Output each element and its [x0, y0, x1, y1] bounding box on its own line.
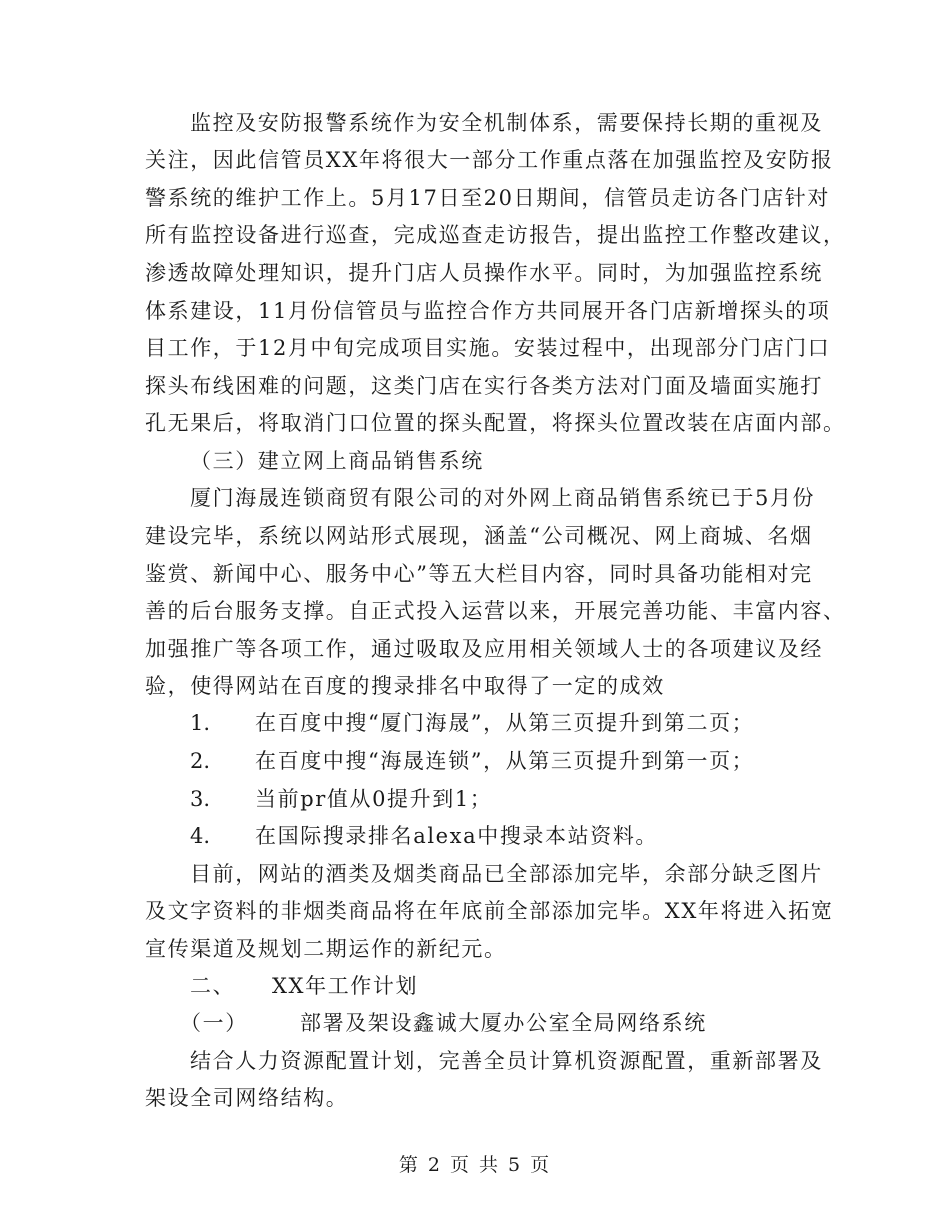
section-number: 二、 — [190, 974, 236, 998]
paragraph-line: 目工作，于12月中旬完成项目实施。安装过程中，出现部分门店门口 — [145, 336, 831, 360]
section-heading: （三）建立网上商品销售系统 — [190, 449, 484, 473]
list-item-text: 在百度中搜“海晟连锁”，从第三页提升到第一页； — [255, 749, 755, 773]
footer-prefix: 第 — [398, 1154, 420, 1176]
paragraph-line: 所有监控设备进行巡查，完成巡查走访报告，提出监控工作整改建议， — [145, 223, 846, 247]
paragraph-line: 建设完毕，系统以网站形式展现，涵盖“公司概况、网上商城、名烟 — [145, 524, 813, 548]
paragraph-line: 监控及安防报警系统作为安全机制体系，需要保持长期的重视及 — [190, 111, 823, 135]
footer-page-label: 页 — [449, 1154, 471, 1176]
paragraph-line: 及文字资料的非烟类商品将在年底前全部添加完毕。XX年将进入拓宽 — [145, 899, 834, 923]
page-footer — [0, 1150, 950, 1177]
list-item-text: 当前pr值从0提升到1； — [255, 787, 493, 811]
list-item-text: 在百度中搜“厦门海晟”，从第三页提升到第二页； — [255, 711, 755, 735]
paragraph-line: 渗透故障处理知识，提升门店人员操作水平。同时，为加强监控系统 — [145, 261, 823, 285]
paragraph-line: 厦门海晟连锁商贸有限公司的对外网上商品销售系统已于5月份 — [190, 486, 816, 510]
list-item-number: 4. — [190, 824, 211, 848]
paragraph-line: 探头布线困难的问题，这类门店在实行各类方法对门面及墙面实施打 — [145, 374, 823, 398]
paragraph-line: 善的后台服务支撑。自正式投入运营以来，开展完善功能、丰富内容、 — [145, 599, 846, 623]
footer-page-number: 2 — [427, 1154, 442, 1176]
list-item-number: 1. — [190, 711, 211, 735]
paragraph-line: 鉴赏、新闻中心、服务中心”等五大栏目内容，同时具备功能相对完 — [145, 562, 813, 586]
subsection-number: （一） — [180, 1011, 248, 1035]
paragraph-line: 宣传渠道及规划二期运作的新纪元。 — [145, 937, 507, 961]
subsection-title: 部署及架设鑫诚大厦办公室全局网络系统 — [300, 1011, 707, 1035]
footer-total-label: 共 — [479, 1154, 501, 1176]
paragraph-line: 结合人力资源配置计划，完善全员计算机资源配置，重新部署及 — [190, 1049, 823, 1073]
list-item-text: 在国际搜录排名alexa中搜录本站资料。 — [255, 824, 659, 848]
paragraph-line: 目前，网站的酒类及烟类商品已全部添加完毕，余部分缺乏图片 — [190, 862, 823, 886]
footer-total-pages: 5 — [508, 1154, 523, 1176]
list-item-number: 3. — [190, 787, 211, 811]
list-item-number: 2. — [190, 749, 211, 773]
paragraph-line: 验，使得网站在百度的搜录排名中取得了一定的成效 — [145, 674, 665, 698]
paragraph-line: 警系统的维护工作上。5月17日至20日期间，信管员走访各门店针对 — [145, 186, 831, 210]
section-title: XX年工作计划 — [272, 974, 419, 998]
paragraph-line: 关注，因此信管员XX年将很大一部分工作重点落在加强监控及安防报 — [145, 148, 834, 172]
paragraph-line: 孔无果后，将取消门口位置的探头配置，将探头位置改装在店面内部。 — [145, 411, 846, 435]
footer-suffix: 页 — [530, 1154, 552, 1176]
paragraph-line: 架设全司网络结构。 — [145, 1086, 349, 1110]
paragraph-line: 加强推广等各项工作，通过吸取及应用相关领域人士的各项建议及经 — [145, 637, 823, 661]
paragraph-line: 体系建设，11月份信管员与监控合作方共同展开各门店新增探头的项 — [145, 299, 831, 323]
